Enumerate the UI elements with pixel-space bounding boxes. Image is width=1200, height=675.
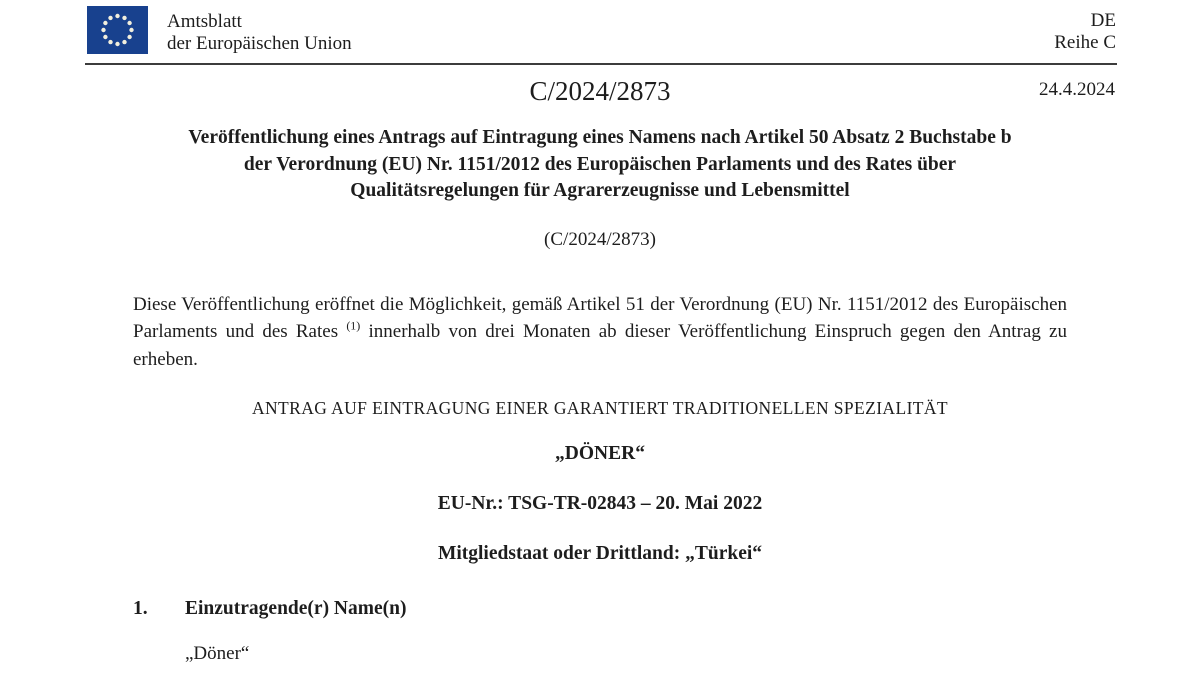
document-number-subtitle: (C/2024/2873) <box>544 228 656 250</box>
masthead-left <box>87 6 352 55</box>
application-heading: ANTRAG AUF EINTRAGUNG EINER GARANTIERT TRADITIONELLEN SPEZIALITÄT <box>251 398 949 418</box>
number-band <box>85 75 1115 109</box>
intro-text-after-footnote: innerhalb von drei Monaten ab dieser Veröffentlichung Einspruch gegen den Antrag zu erheben. <box>133 321 1067 370</box>
eu-number-line: EU-Nr.: TSG-TR-02843 – 20. Mai 2022 <box>437 493 763 514</box>
section-heading: Einzutragende(r) Name(n) <box>185 598 407 619</box>
document-number: C/2024/2873 <box>529 76 671 106</box>
eu-flag-icon <box>87 6 148 54</box>
product-name: „DÖNER“ <box>555 443 645 464</box>
document-title-line2: der Verordnung (EU) Nr. 1151/2012 des Europäischen Parlaments und des Rates über <box>243 153 957 175</box>
section-number: 1. <box>133 598 148 619</box>
publication-date: 24.4.2024 <box>1039 79 1115 100</box>
document-title-line3: Qualitätsregelungen für Agrarerzeugnisse und Lebensmittel <box>350 180 850 201</box>
series-label: Reihe C <box>1054 32 1116 53</box>
footnote-reference-link[interactable]: (1) <box>346 318 361 333</box>
member-state-line: Mitgliedstaat oder Drittland: „Türkei“ <box>437 543 763 564</box>
header-divider <box>85 63 1117 65</box>
journal-title-line2: der Europäischen Union <box>167 33 352 54</box>
intro-paragraph <box>133 291 1067 374</box>
document-title <box>95 125 1105 205</box>
section-body: „Döner“ <box>185 643 250 664</box>
document-title-line1: Veröffentlichung eines Antrags auf Eintragung eines Namens nach Artikel 50 Absatz 2 Buchstabe b <box>188 127 1012 148</box>
masthead <box>0 0 1200 55</box>
section-1-heading-row <box>133 596 1067 622</box>
journal-title-line1: Amtsblatt <box>167 11 242 32</box>
language-code: DE <box>1090 10 1116 31</box>
masthead-right <box>1054 6 1116 55</box>
journal-title <box>167 6 352 55</box>
intro-text-before-footnote: Diese Veröffentlichung eröffnet die Möglichkeit, gemäß Artikel 51 der Verordnung (EU) Nr. 1151/2012 des Europäischen Parlaments und des Rates <box>133 293 1067 342</box>
